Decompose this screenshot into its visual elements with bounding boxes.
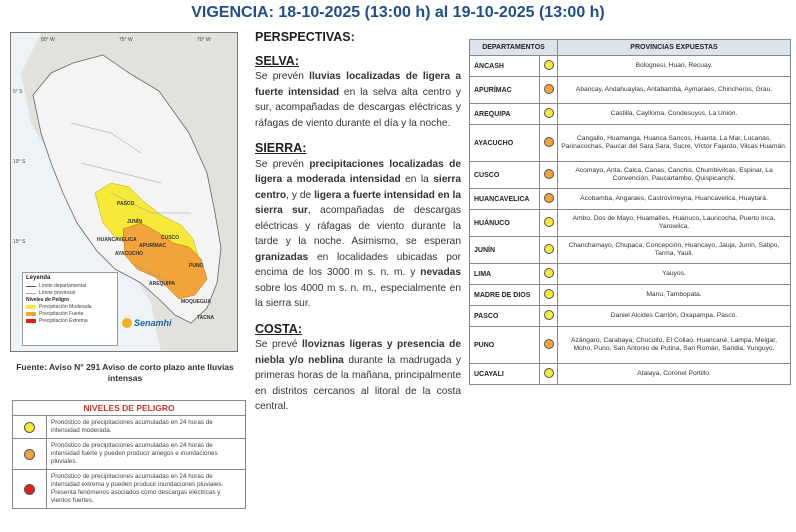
yellow-dot-icon: [544, 268, 554, 278]
legend-item: Límite departamental: [26, 283, 114, 289]
danger-level-row: [13, 439, 245, 470]
level-cell: [540, 104, 558, 125]
level-cell: [540, 306, 558, 327]
red-dot-icon: [24, 484, 35, 495]
danger-level-text: Pronóstico de precipitaciones acumuladas en 24 horas de intensidad moderada.: [51, 419, 213, 434]
lon-label-80: 80° W: [41, 37, 55, 43]
col-departamentos: DEPARTAMENTOS: [470, 40, 558, 56]
orange-dot-icon: [544, 193, 554, 203]
level-cell: [540, 285, 558, 306]
table-row: [470, 56, 791, 77]
yellow-dot-icon: [544, 217, 554, 227]
region-label: AYACUCHO: [115, 251, 143, 257]
orange-dot-icon: [544, 137, 554, 147]
danger-levels-table: [12, 400, 246, 509]
region-label: MOQUEGUA: [181, 299, 211, 305]
provinces-cell: Ambo, Dos de Mayo, Huamalíes, Huánuco, Lauricocha, Puerto Inca, Yarowilca.: [558, 210, 791, 237]
col-provincias: PROVINCIAS EXPUESTAS: [558, 40, 791, 56]
region-label: PASCO: [117, 201, 135, 207]
department-cell: AYACUCHO: [470, 125, 540, 162]
provinces-table-body: [470, 56, 791, 385]
level-cell: [540, 56, 558, 77]
table-row: [470, 162, 791, 189]
region-label: TACNA: [197, 315, 215, 321]
yellow-dot-icon: [544, 60, 554, 70]
department-cell: ÁNCASH: [470, 56, 540, 77]
provinces-cell: Acobamba, Angaraes, Castrovirreyna, Huancavelica, Huaytará.: [558, 189, 791, 210]
legend-item: Precipitación Fuerte: [26, 311, 114, 317]
senamhi-logo: Senamhi: [122, 318, 172, 328]
table-header-row: [470, 40, 791, 56]
provinces-cell: Azángaro, Carabaya, Chucuito, El Collao, Huancané, Lampa, Melgar, Moho, Puno, San Antonio de Putina, San Román, Sandia, Yunguyo.: [558, 327, 791, 364]
level-cell: [540, 237, 558, 264]
lon-label-75: 75° W: [119, 37, 133, 43]
table-row: [470, 264, 791, 285]
provinces-cell: Manu, Tambopata.: [558, 285, 791, 306]
department-cell: JUNÍN: [470, 237, 540, 264]
department-cell: MADRE DE DIOS: [470, 285, 540, 306]
provinces-cell: Atalaya, Coronel Portillo.: [558, 364, 791, 385]
orange-dot-icon: [544, 84, 554, 94]
lat-label-10: 10° S: [13, 159, 26, 165]
level-cell: [540, 210, 558, 237]
table-row: [470, 306, 791, 327]
map-source: Fuente: Aviso N° 291 Aviso de corto plazo ante lluvias intensas: [16, 362, 234, 383]
region-label: PUNO: [189, 263, 204, 269]
table-row: [470, 189, 791, 210]
legend-item: Límite provincial: [26, 290, 114, 296]
table-row: [470, 327, 791, 364]
provinces-cell: Castilla, Caylloma, Condesuyos, La Unión.: [558, 104, 791, 125]
costa-text: Se prevé lloviznas ligeras y presencia de niebla y/o neblina durante la madrugada y primeras horas de la mañana, principalmente en distritos cercanos al litoral de la costa central.: [255, 339, 461, 412]
department-cell: PUNO: [470, 327, 540, 364]
yellow-dot-icon: [544, 310, 554, 320]
department-cell: HUANCAVELICA: [470, 189, 540, 210]
legend-item: Precipitación Extrema: [26, 318, 114, 324]
orange-dot-icon: [544, 169, 554, 179]
level-cell: [540, 162, 558, 189]
danger-level-row: [13, 470, 245, 508]
department-cell: HUÁNUCO: [470, 210, 540, 237]
yellow-dot-icon: [24, 422, 35, 433]
provinces-cell: Abancay, Andahuaylas, Antabamba, Aymaraes, Chincheros, Grau.: [558, 77, 791, 104]
table-row: [470, 104, 791, 125]
costa-heading: COSTA:: [255, 321, 302, 336]
provinces-cell: Bolognesi, Huari, Recuay.: [558, 56, 791, 77]
map-legend: [22, 272, 118, 346]
sierra-heading: SIERRA:: [255, 141, 307, 155]
table-row: [470, 364, 791, 385]
danger-level-text: Pronóstico de precipitaciones acumuladas en 24 horas de intensidad extrema y pueden producir inundaciones pluviales. Presenta fenómenos asociados como descargas eléctricas y vientos fuertes.: [51, 473, 224, 504]
department-cell: AREQUIPA: [470, 104, 540, 125]
page-title: VIGENCIA: 18-10-2025 (13:00 h) al 19-10-2025 (13:00 h): [191, 4, 605, 21]
yellow-dot-icon: [544, 289, 554, 299]
sun-icon: [122, 318, 132, 328]
department-cell: LIMA: [470, 264, 540, 285]
level-cell: [540, 364, 558, 385]
legend-levels-title: Niveles de Peligro: [26, 297, 70, 303]
department-cell: UCAYALI: [470, 364, 540, 385]
region-label: APURÍMAC: [139, 243, 166, 249]
danger-level-text: Pronóstico de precipitaciones acumuladas en 24 horas de intensidad fuerte y pueden producir aniegos e inundaciones pluviales.: [51, 442, 218, 465]
selva-text: Se prevén lluvias localizadas de ligera a fuerte intensidad en la selva alta centro y sur, acompañadas de descargas eléctricas y ráfagas de viento durante el día y la noche.: [255, 71, 462, 129]
department-cell: APURÍMAC: [470, 77, 540, 104]
sierra-text: Se prevén precipitaciones localizadas de ligera a moderada intensidad en la sierra centro, y de ligera a fuerte intensidad en la sierra sur, acompañadas de descargas eléctricas y ráfagas de viento durante la tarde y la noche. Asimismo, se esperan granizadas en localidades ubicadas por encima de los 3000 m s. n. m. y nevadas sobre los 4000 m s. n. m., especialmente en la sierra sur.: [255, 158, 462, 309]
provinces-table: [469, 39, 791, 385]
lon-label-70: 70° W: [197, 37, 211, 43]
table-row: [470, 77, 791, 104]
perspectivas-heading: PERSPECTIVAS:: [255, 30, 355, 44]
level-cell: [540, 125, 558, 162]
table-row: [470, 125, 791, 162]
table-row: [470, 237, 791, 264]
level-cell: [540, 189, 558, 210]
provinces-cell: Cangallo, Huamanga, Huanca Sancos, Huanta, La Mar, Lucanas, Parinacochas, Paucar del Sara Sara, Sucre, Víctor Fajardo, Vilcas Huamán.: [558, 125, 791, 162]
table-row: [470, 285, 791, 306]
provinces-cell: Daniel Alcides Carrión, Oxapampa, Pasco.: [558, 306, 791, 327]
provinces-cell: Acomayo, Anta, Calca, Canas, Canchis, Chumbivilcas, Espinar, La Convención, Paucartambo, Quispicanchi.: [558, 162, 791, 189]
orange-dot-icon: [24, 449, 35, 460]
lat-label-15: 15° S: [13, 239, 26, 245]
level-cell: [540, 77, 558, 104]
provinces-cell: Chanchamayo, Chupaca, Concepción, Huancayo, Jauja, Junín, Satipo, Tarma, Yauli.: [558, 237, 791, 264]
table-row: [470, 210, 791, 237]
yellow-dot-icon: [544, 368, 554, 378]
region-label: AREQUIPA: [149, 281, 176, 287]
danger-levels-header: NIVELES DE PELIGRO: [13, 401, 245, 416]
region-label: JUNÍN: [127, 219, 143, 225]
region-label: HUANCAVELICA: [97, 237, 137, 243]
department-cell: PASCO: [470, 306, 540, 327]
legend-item: Precipitación Moderada: [26, 304, 114, 310]
level-cell: [540, 327, 558, 364]
orange-dot-icon: [544, 339, 554, 349]
level-cell: [540, 264, 558, 285]
legend-title: Leyenda: [26, 275, 51, 281]
region-label: CUSCO: [161, 235, 180, 241]
danger-level-row: [13, 416, 245, 439]
lat-label-5: 5° S: [13, 89, 23, 95]
provinces-cell: Yauyos.: [558, 264, 791, 285]
selva-heading: SELVA:: [255, 53, 299, 68]
yellow-dot-icon: [544, 244, 554, 254]
department-cell: CUSCO: [470, 162, 540, 189]
perspectivas-column: [255, 30, 461, 415]
yellow-dot-icon: [544, 108, 554, 118]
